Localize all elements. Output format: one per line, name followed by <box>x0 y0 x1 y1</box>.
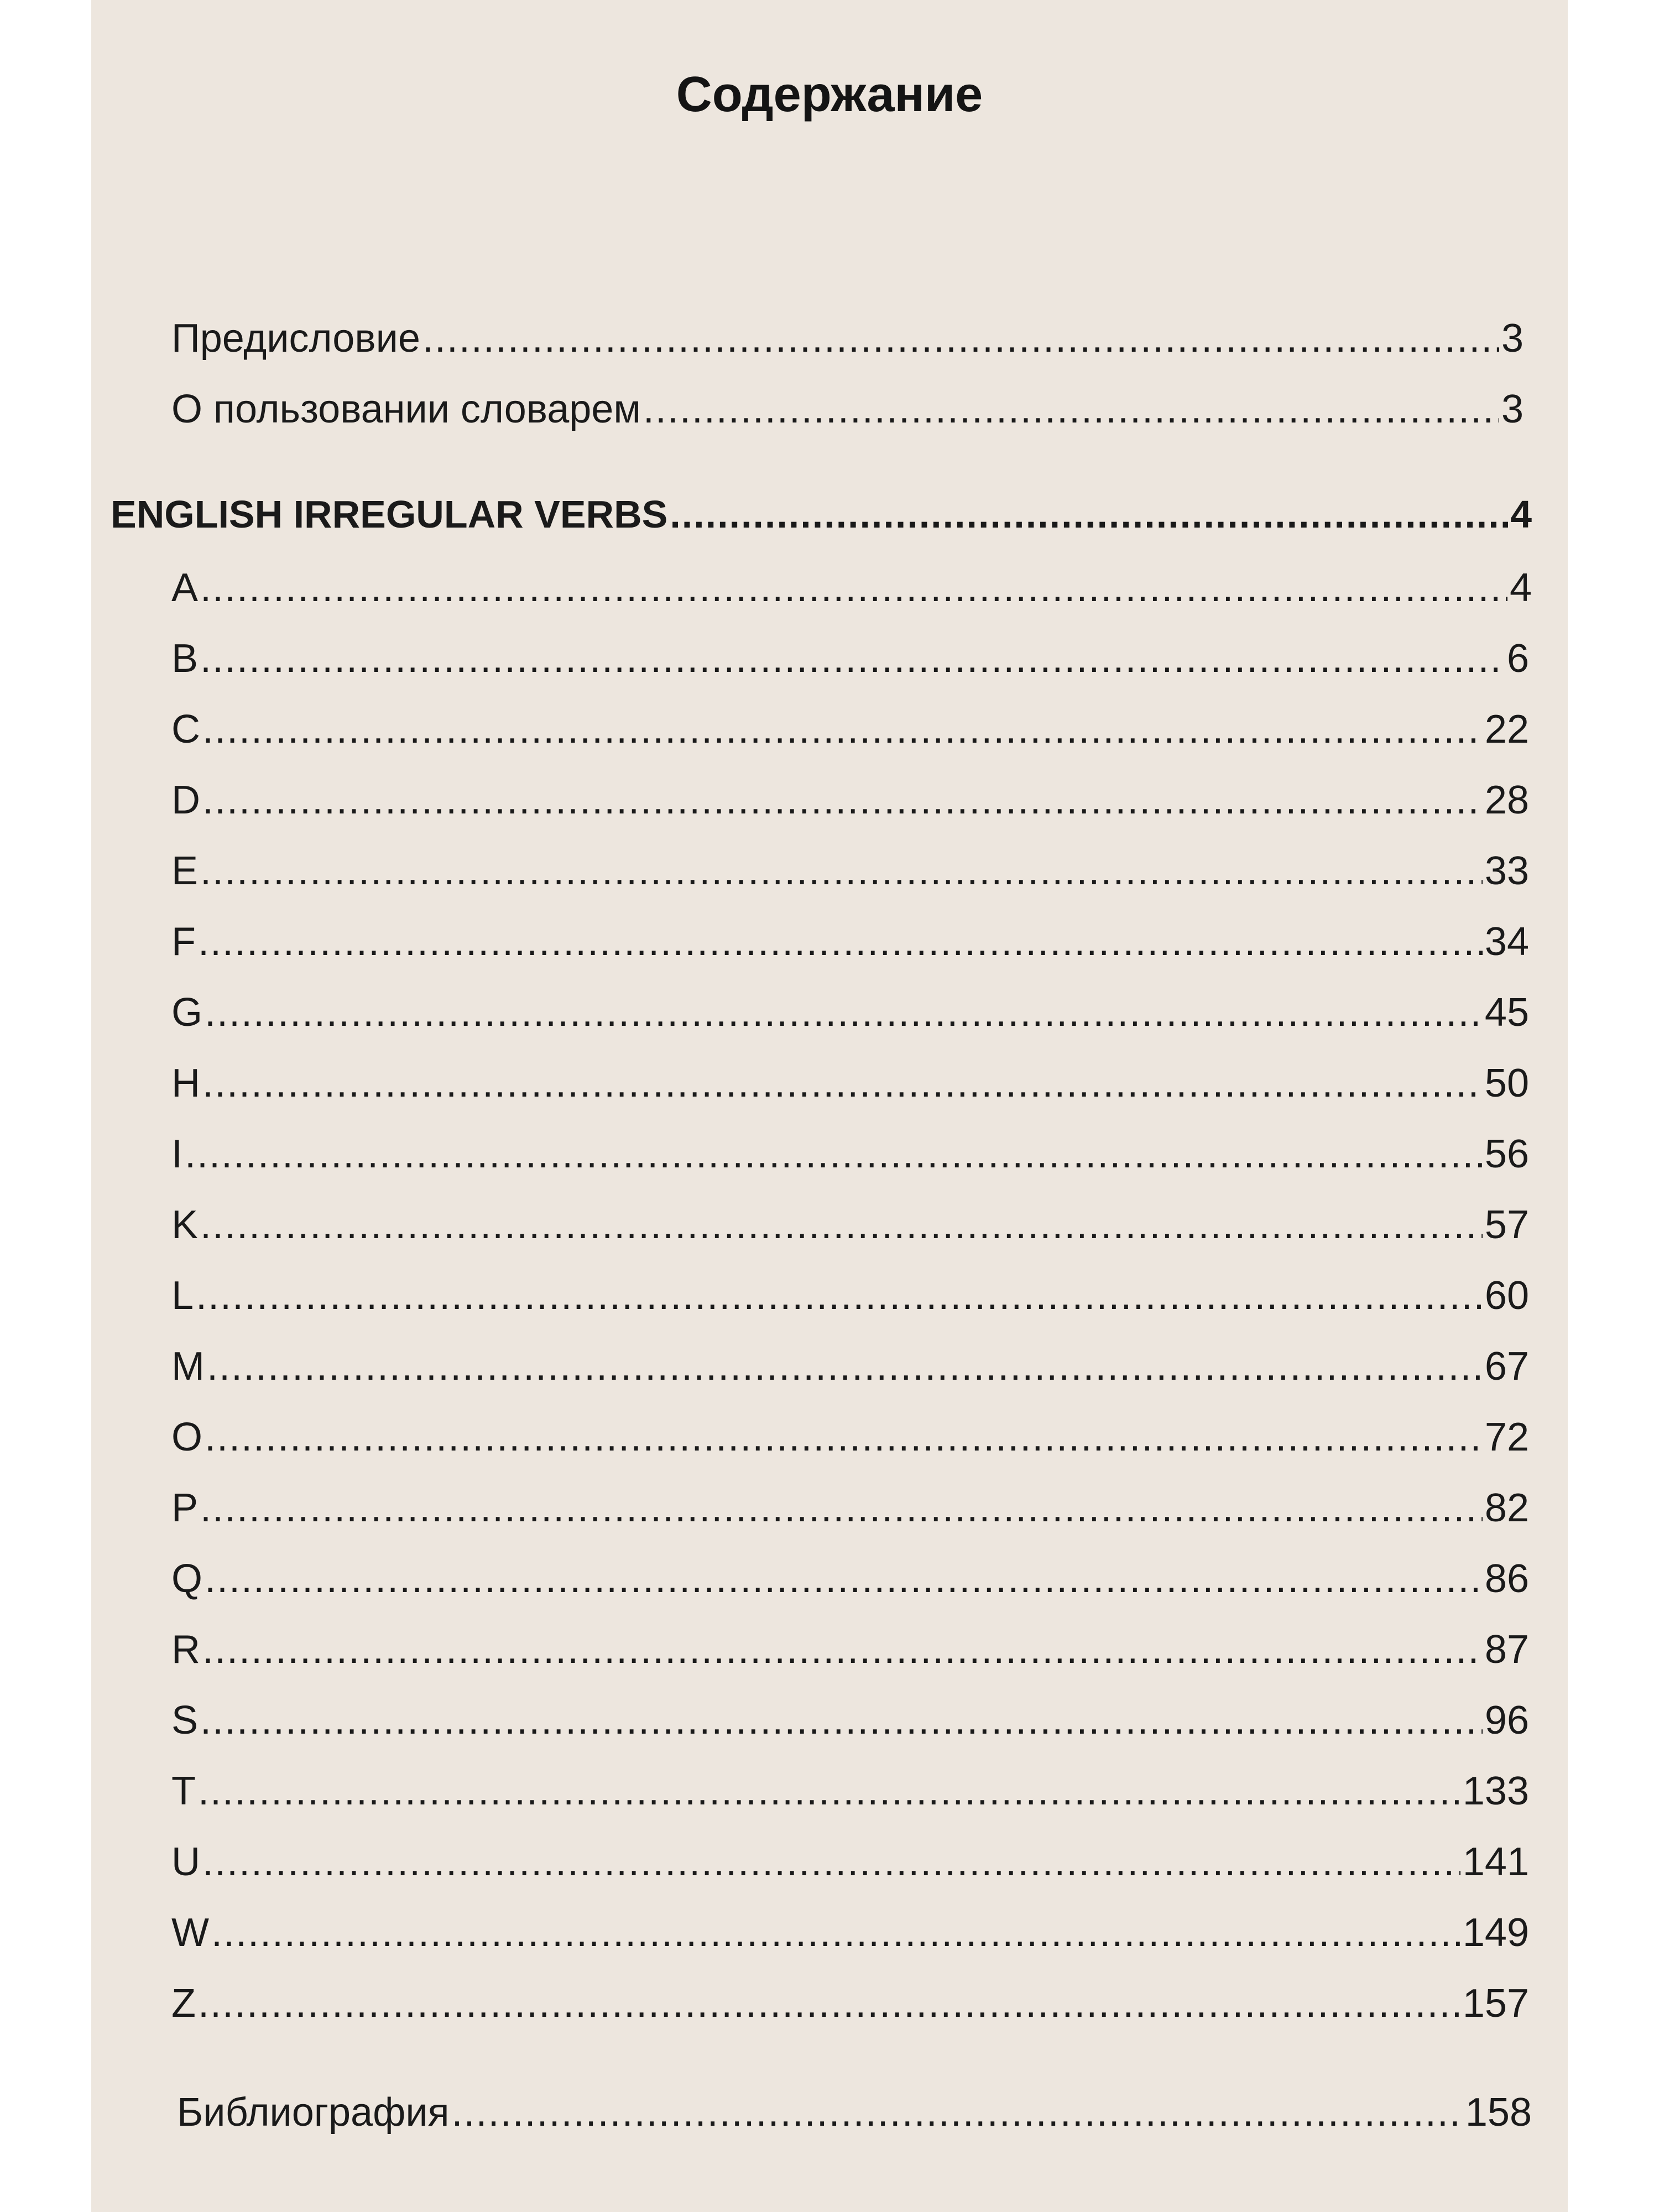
toc-page-number: 60 <box>1484 1274 1529 1318</box>
toc-section-label: ENGLISH IRREGULAR VERBS <box>111 493 668 536</box>
dot-leader <box>207 1342 1483 1391</box>
toc-entry-letter <box>171 1271 1529 1321</box>
toc-entry-label: L <box>171 1274 194 1318</box>
dot-leader <box>200 634 1505 684</box>
toc-entry-letter <box>171 705 1529 754</box>
toc-page-number: 87 <box>1484 1627 1529 1672</box>
toc-page-number: 45 <box>1484 990 1529 1035</box>
toc-entry-label: H <box>171 1061 200 1105</box>
dot-leader <box>200 1695 1483 1745</box>
toc-page-number: 4 <box>1510 493 1532 536</box>
toc-entry-label: W <box>171 1911 209 1955</box>
dot-leader <box>452 2088 1463 2137</box>
toc-entry-label: B <box>171 637 199 681</box>
toc-entry-preface <box>171 314 1524 363</box>
toc-entry-letter <box>171 1342 1529 1391</box>
toc-page-number: 96 <box>1484 1698 1529 1743</box>
toc-entry-label: I <box>171 1132 183 1176</box>
toc-entry-label: Q <box>171 1557 203 1601</box>
dot-leader <box>200 1483 1483 1533</box>
toc-entry-letter <box>171 1837 1529 1887</box>
toc-page-number: 86 <box>1484 1557 1529 1601</box>
dot-leader <box>205 1412 1483 1462</box>
dot-leader <box>200 1200 1483 1250</box>
book-page <box>91 0 1568 2212</box>
toc-entry-letter <box>171 846 1529 896</box>
toc-entry-label: Библиография <box>177 2090 450 2135</box>
dot-leader <box>198 1766 1460 1816</box>
dot-leader <box>643 384 1499 434</box>
toc-entry-label: D <box>171 778 200 822</box>
toc-entry-letter <box>171 1129 1529 1179</box>
toc-entry-letter <box>171 1908 1529 1958</box>
dot-leader <box>205 988 1483 1037</box>
toc-entry-label: A <box>171 566 199 610</box>
toc-page-number: 50 <box>1484 1061 1529 1105</box>
toc-entry-letter <box>171 1695 1529 1745</box>
toc-entry-letter <box>171 1483 1529 1533</box>
toc-page-number: 57 <box>1484 1203 1529 1247</box>
toc-entry-letter <box>171 1766 1529 1816</box>
toc-entry-label: E <box>171 849 199 893</box>
toc-entry-label: C <box>171 707 200 752</box>
toc-page-number: 34 <box>1484 920 1529 964</box>
toc-entry-letter <box>171 1979 1529 2028</box>
dot-leader <box>198 1979 1460 2028</box>
toc-page-number: 33 <box>1484 849 1529 893</box>
dot-leader <box>670 489 1508 539</box>
dot-leader <box>202 1625 1483 1674</box>
toc-page-number: 149 <box>1462 1911 1529 1955</box>
toc-entry-letter <box>171 1412 1529 1462</box>
toc-entry-label: F <box>171 920 196 964</box>
toc-entry-label: S <box>171 1698 199 1743</box>
toc-entry-letter <box>171 1058 1529 1108</box>
toc-page-number: 133 <box>1462 1769 1529 1813</box>
toc-entry-bibliography <box>177 2088 1532 2137</box>
dot-leader <box>211 1908 1460 1958</box>
dot-leader <box>202 775 1483 825</box>
toc-page-number: 72 <box>1484 1415 1529 1459</box>
toc-entry-label: O <box>171 1415 203 1459</box>
toc-entry-label: T <box>171 1769 196 1813</box>
page-title: Содержание <box>676 67 983 122</box>
toc-entry-letter <box>171 1625 1529 1674</box>
toc-entry-label: G <box>171 990 203 1035</box>
toc-page-number: 141 <box>1462 1840 1529 1884</box>
dot-leader <box>198 917 1483 967</box>
toc-page-number: 28 <box>1484 778 1529 822</box>
toc-page-number: 56 <box>1484 1132 1529 1176</box>
toc-entry-letter <box>171 917 1529 967</box>
dot-leader <box>200 846 1483 896</box>
toc-entry-label: U <box>171 1840 200 1884</box>
dot-leader <box>422 314 1499 363</box>
toc-entry-label: Z <box>171 1981 196 2026</box>
toc-section-heading <box>111 489 1532 539</box>
toc-entry-usage <box>171 384 1524 434</box>
dot-leader <box>205 1554 1483 1604</box>
toc-entry-label: K <box>171 1203 199 1247</box>
toc-entry-letter <box>171 1200 1529 1250</box>
toc-page-number: 3 <box>1501 316 1524 361</box>
toc-page-number: 82 <box>1484 1486 1529 1530</box>
toc-page-number: 158 <box>1465 2090 1532 2135</box>
dot-leader <box>202 1837 1460 1887</box>
toc-entry-letter <box>171 988 1529 1037</box>
toc-page-number: 6 <box>1506 637 1529 681</box>
toc-page-number: 22 <box>1484 707 1529 752</box>
toc-page-number: 4 <box>1509 566 1532 610</box>
toc-page-number: 67 <box>1484 1344 1529 1389</box>
toc-entry-label: О пользовании словарем <box>171 387 641 431</box>
toc-page-number: 157 <box>1462 1981 1529 2026</box>
dot-leader <box>200 563 1507 613</box>
toc-entry-label: Предисловие <box>171 316 420 361</box>
dot-leader <box>185 1129 1483 1179</box>
dot-leader <box>196 1271 1483 1321</box>
toc-entry-label: P <box>171 1486 199 1530</box>
toc-entry-label: R <box>171 1627 200 1672</box>
toc-entry-letter <box>171 634 1529 684</box>
dot-leader <box>202 705 1483 754</box>
toc-entry-letter <box>171 563 1532 613</box>
toc-page-number: 3 <box>1501 387 1524 431</box>
toc-entry-letter <box>171 775 1529 825</box>
toc-entry-letter <box>171 1554 1529 1604</box>
toc-entry-label: M <box>171 1344 205 1389</box>
dot-leader <box>202 1058 1483 1108</box>
